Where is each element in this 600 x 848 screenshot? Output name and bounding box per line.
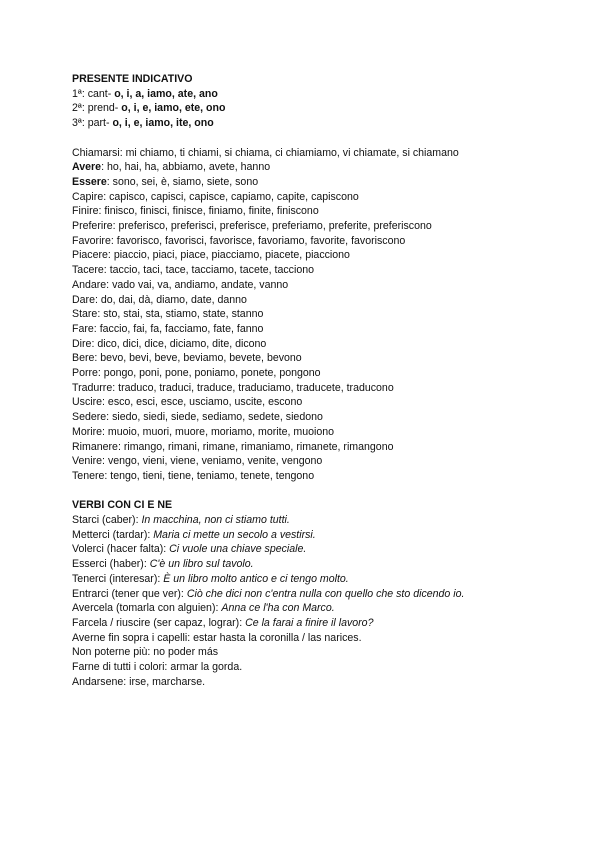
- verb-row: Dare: do, dai, dà, diamo, date, danno: [72, 293, 247, 306]
- ci-ne-row: [72, 587, 542, 602]
- verb-forms: tengo, tieni, tiene, teniamo, tenete, tengono: [110, 469, 315, 482]
- verb-forms: esco, esci, esce, usciamo, uscite, escono: [107, 396, 303, 409]
- verb-forms: bevo, bevi, beve, beviamo, bevete, bevono: [100, 352, 302, 365]
- verb-name: Andare: [72, 278, 107, 291]
- verb-name: Favorire: [72, 234, 111, 247]
- verb-row: Tradurre: traduco, traduci, traduce, traduciamo, traducete, traducono: [72, 381, 394, 394]
- verb-name: Chiamarsi: [72, 146, 120, 159]
- verb-forms: ho, hai, ha, abbiamo, avete, hanno: [106, 161, 271, 174]
- verb-name: Uscire: [72, 396, 103, 409]
- ci-ne-row: [72, 513, 542, 528]
- verb-row: Preferire: preferisco, preferisci, preferisce, preferiamo, preferite, preferiscono: [72, 220, 432, 233]
- verb-row: Uscire: esco, esci, esce, usciamo, uscite, escono: [72, 396, 303, 409]
- ci-ne-row: [72, 601, 542, 616]
- ci-ne-row: [72, 542, 542, 557]
- verb-name: Dire: [72, 337, 92, 350]
- ci-ne-term: Avercela (tomarla con alguien):: [72, 602, 222, 615]
- verb-forms: muoio, muori, muore, moriamo, morite, muoiono: [107, 425, 335, 438]
- verb-forms: vengo, vieni, viene, veniamo, venite, vengono: [107, 455, 323, 468]
- verb-forms: sto, stai, sta, stiamo, state, stanno: [103, 308, 264, 321]
- verb-list: [72, 146, 542, 484]
- verb-forms: rimango, rimani, rimane, rimaniamo, rimanete, rimangono: [123, 440, 394, 453]
- verb-forms: taccio, taci, tace, tacciamo, tacete, tacciono: [109, 264, 315, 277]
- presente-heading: PRESENTE INDICATIVO: [72, 73, 193, 85]
- verb-name: Preferire: [72, 220, 113, 233]
- ci-ne-example: Ciò che dici non c'entra nulla con quello che sto dicendo io.: [186, 587, 465, 600]
- conjugation-endings: o, i, e, iamo, ete, ono: [121, 102, 226, 115]
- verb-name: Rimanere: [72, 440, 118, 453]
- ci-ne-term: Tenerci (interesar):: [72, 572, 164, 585]
- verb-name: Fare: [72, 322, 94, 335]
- verb-name: Morire: [72, 425, 103, 438]
- verb-row: Piacere: piaccio, piaci, piace, piacciamo, piacete, piacciono: [72, 249, 350, 262]
- ci-ne-row: [72, 616, 542, 631]
- verb-row: Venire: vengo, vieni, viene, veniamo, venite, vengono: [72, 455, 323, 468]
- verb-name: Sedere: [72, 411, 107, 424]
- verb-forms: piaccio, piaci, piace, piacciamo, piacete, piacciono: [113, 249, 350, 262]
- verb-row: Morire: muoio, muori, muore, moriamo, morite, muoiono: [72, 425, 335, 438]
- verb-name: Piacere: [72, 249, 108, 262]
- conjugation-endings: o, i, e, iamo, ite, ono: [112, 117, 214, 130]
- conjugation-endings: o, i, a, iamo, ate, ano: [114, 87, 218, 100]
- verb-name: Essere: [72, 175, 107, 188]
- verb-row: Avere: ho, hai, ha, abbiamo, avete, hanno: [72, 161, 271, 174]
- ci-ne-row: [72, 631, 542, 646]
- verb-name: Tacere: [72, 264, 104, 277]
- verb-forms: favorisco, favorisci, favorisce, favoriamo, favorite, favoriscono: [116, 234, 406, 247]
- verb-name: Porre: [72, 367, 98, 380]
- verb-name: Dare: [72, 293, 95, 306]
- ci-ne-row: [72, 528, 542, 543]
- spacer: [72, 131, 542, 146]
- verb-forms: finisco, finisci, finisce, finiamo, finite, finiscono: [104, 205, 319, 218]
- verb-forms: pongo, poni, pone, poniamo, ponete, pongono: [103, 367, 321, 380]
- conjugation-line: [72, 87, 542, 102]
- ci-ne-example: C'è un libro sul tavolo.: [149, 558, 254, 571]
- ci-ne-example: Anna ce l'ha con Marco.: [221, 602, 335, 615]
- ci-ne-row: [72, 675, 542, 690]
- verb-row: Tenere: tengo, tieni, tiene, teniamo, tenete, tengono: [72, 469, 315, 482]
- verb-row: Porre: pongo, poni, pone, poniamo, ponete, pongono: [72, 367, 321, 380]
- verb-row: Bere: bevo, bevi, beve, beviamo, bevete, bevono: [72, 352, 302, 365]
- verb-forms: dico, dici, dice, diciamo, dite, dicono: [97, 337, 267, 350]
- ci-ne-example: In macchina, non ci stiamo tutti.: [141, 514, 290, 527]
- ci-ne-term: Andarsene: irse, marcharse.: [72, 675, 206, 688]
- conjugation-prefix: 2ª: prend-: [72, 102, 122, 115]
- verb-forms: sono, sei, è, siamo, siete, sono: [112, 175, 259, 188]
- ci-ne-term: Non poterne più: no poder más: [72, 646, 219, 659]
- conjugation-line: [72, 101, 542, 116]
- verb-forms: capisco, capisci, capisce, capiamo, capite, capiscono: [109, 190, 359, 203]
- ci-ne-example: Maria ci mette un secolo a vestirsi.: [153, 528, 316, 541]
- ci-ne-term: Entrarci (tener que ver):: [72, 587, 187, 600]
- conjugation-line: [72, 116, 542, 131]
- verb-name: Avere: [72, 161, 102, 174]
- verb-forms: faccio, fai, fa, facciamo, fate, fanno: [99, 322, 264, 335]
- spacer: [72, 484, 542, 499]
- ci-ne-term: Farne di tutti i colori: armar la gorda.: [72, 661, 243, 674]
- ci-ne-example: Ci vuole una chiave speciale.: [169, 543, 307, 556]
- verb-row: Chiamarsi: mi chiamo, ti chiami, si chiama, ci chiamiamo, vi chiamate, si chiamano: [72, 146, 459, 159]
- verb-name: Tradurre: [72, 381, 113, 394]
- verb-row: Fare: faccio, fai, fa, facciamo, fate, fanno: [72, 322, 264, 335]
- verb-row: Stare: sto, stai, sta, stiamo, state, stanno: [72, 308, 264, 321]
- verbi-ci-ne-heading: VERBI CON CI E NE: [72, 499, 173, 512]
- ci-ne-term: Averne fin sopra i capelli: estar hasta la coronilla / las narices.: [72, 631, 362, 644]
- verb-forms: mi chiamo, ti chiami, si chiama, ci chiamiamo, vi chiamate, si chiamano: [125, 146, 459, 159]
- verb-forms: preferisco, preferisci, preferisce, preferiamo, preferite, preferiscono: [118, 220, 432, 233]
- ci-ne-row: [72, 660, 542, 675]
- ci-ne-term: Starci (caber):: [72, 514, 142, 527]
- conjugation-prefix: 1ª: cant-: [72, 87, 115, 100]
- verb-row: Andare: vado vai, va, andiamo, andate, vanno: [72, 278, 289, 291]
- ci-ne-term: Farcela / riuscire (ser capaz, lograr):: [72, 616, 246, 629]
- ci-ne-term: Metterci (tardar):: [72, 528, 154, 541]
- verb-row: Essere: sono, sei, è, siamo, siete, sono: [72, 175, 259, 188]
- verb-name: Bere: [72, 352, 95, 365]
- verb-forms: siedo, siedi, siede, sediamo, sedete, siedono: [112, 411, 323, 424]
- ci-ne-example: Ce la farai a finire il lavoro?: [245, 616, 374, 629]
- verb-forms: vado vai, va, andiamo, andate, vanno: [112, 278, 289, 291]
- ci-ne-row: [72, 557, 542, 572]
- verb-forms: do, dai, dà, diamo, date, danno: [100, 293, 247, 306]
- verb-name: Stare: [72, 308, 98, 321]
- conjugation-prefix: 3ª: part-: [72, 117, 113, 130]
- ci-ne-row: [72, 572, 542, 587]
- ci-ne-row: [72, 645, 542, 660]
- ci-ne-list: [72, 513, 542, 689]
- verb-name: Venire: [72, 455, 103, 468]
- ci-ne-example: È un libro molto antico e ci tengo molto.: [163, 572, 349, 585]
- verb-row: Rimanere: rimango, rimani, rimane, rimaniamo, rimanete, rimangono: [72, 440, 394, 453]
- verb-name: Finire: [72, 205, 99, 218]
- verb-forms: traduco, traduci, traduce, traduciamo, traducete, traducono: [118, 381, 394, 394]
- verb-row: Tacere: taccio, taci, tace, tacciamo, tacete, tacciono: [72, 264, 315, 277]
- verb-row: Capire: capisco, capisci, capisce, capiamo, capite, capiscono: [72, 190, 359, 203]
- ci-ne-term: Volerci (hacer falta):: [72, 543, 170, 556]
- verb-row: Dire: dico, dici, dice, diciamo, dite, dicono: [72, 337, 267, 350]
- ci-ne-term: Esserci (haber):: [72, 558, 150, 571]
- verb-row: Favorire: favorisco, favorisci, favorisce, favoriamo, favorite, favoriscono: [72, 234, 406, 247]
- verb-name: Capire: [72, 190, 104, 203]
- verb-row: Finire: finisco, finisci, finisce, finiamo, finite, finiscono: [72, 205, 319, 218]
- document-content: [72, 72, 542, 690]
- verb-row: Sedere: siedo, siedi, siede, sediamo, sedete, siedono: [72, 411, 323, 424]
- verb-name: Tenere: [72, 469, 105, 482]
